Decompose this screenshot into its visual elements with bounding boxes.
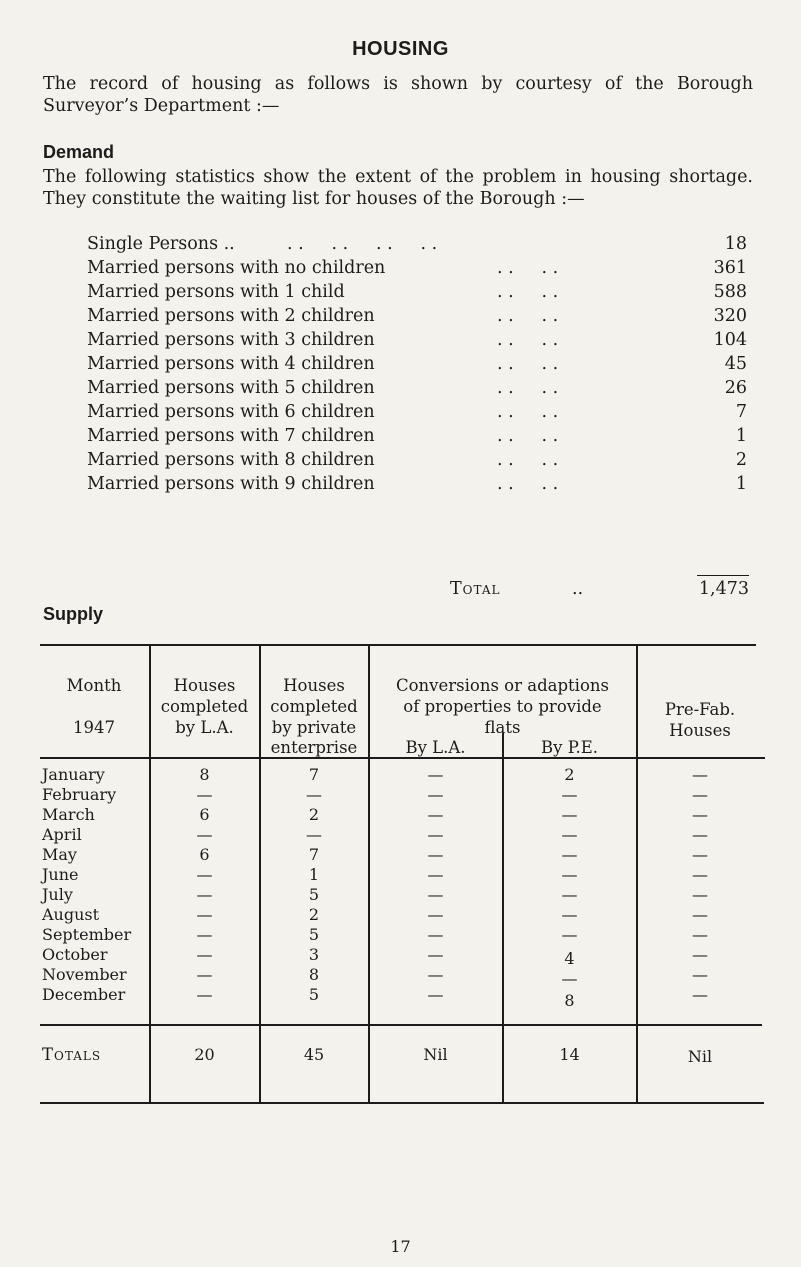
- totals-private: 45: [303, 1045, 325, 1064]
- totals-label: Totals: [42, 1045, 102, 1064]
- total-leader: ..: [572, 579, 584, 599]
- intro-paragraph: The record of housing as follows is shown by courtesy of the Borough Surveyor’s Department :—: [43, 74, 753, 116]
- row-conv-pe: —: [561, 805, 578, 824]
- page-heading: HOUSING: [352, 38, 449, 60]
- row-conv-la: —: [427, 965, 444, 984]
- row-private: 8: [308, 965, 320, 984]
- header-year: 1947: [73, 718, 115, 737]
- demand-row-label: Married persons with 4 children: [87, 354, 375, 374]
- row-month: September: [42, 925, 132, 944]
- table-bottom-rule: [40, 1102, 764, 1104]
- row-conv-pe: —: [561, 925, 578, 944]
- row-conv-la: —: [427, 805, 444, 824]
- row-private: 5: [308, 925, 320, 944]
- row-conv-pe: —: [561, 905, 578, 924]
- demand-row: [87, 354, 747, 377]
- demand-row-label: Single Persons ..: [87, 234, 235, 254]
- demand-row-label: Married persons with no children: [87, 258, 386, 278]
- demand-row-value: 1: [735, 426, 747, 446]
- demand-row-value: 2: [735, 450, 747, 470]
- header-prefab-line: Houses: [669, 721, 731, 740]
- table-top-rule: [40, 644, 756, 646]
- row-month: August: [42, 905, 100, 924]
- demand-row-value: 361: [713, 258, 747, 278]
- demand-row-label: Married persons with 9 children: [87, 474, 375, 494]
- row-conv-la: —: [427, 985, 444, 1004]
- header-private-line: Houses: [283, 676, 345, 695]
- header-la-line: completed: [160, 697, 249, 716]
- demand-row-label: Married persons with 6 children: [87, 402, 375, 422]
- row-prefab: —: [692, 765, 708, 784]
- total-label: Total: [450, 579, 501, 599]
- header-private-line: completed: [270, 697, 358, 716]
- demand-row-leader: . . . .: [497, 258, 559, 278]
- row-private: 1: [308, 865, 320, 884]
- row-month: May: [42, 845, 77, 864]
- header-conversions-by-la: By L.A.: [405, 738, 466, 757]
- demand-row: [87, 474, 747, 497]
- demand-row-leader: . . . .: [497, 330, 559, 350]
- row-prefab: —: [692, 985, 708, 1004]
- row-prefab: —: [692, 805, 708, 824]
- row-conv-pe: —: [561, 969, 578, 988]
- row-prefab: —: [692, 965, 708, 984]
- demand-row-leader: . . . . . . . .: [287, 234, 438, 254]
- header-conversions-line: flats: [484, 718, 521, 737]
- demand-row-leader: . . . .: [497, 378, 559, 398]
- row-month: June: [42, 865, 79, 884]
- row-conv-pe: —: [561, 825, 578, 844]
- demand-row-label: Married persons with 3 children: [87, 330, 375, 350]
- row-la: —: [196, 825, 213, 844]
- header-private-line: by private: [271, 718, 357, 737]
- row-la: —: [196, 905, 213, 924]
- row-conv-la: —: [427, 905, 444, 924]
- row-la: —: [196, 985, 213, 1004]
- row-month: February: [42, 785, 117, 804]
- row-conv-pe: —: [561, 865, 578, 884]
- row-la: 6: [199, 805, 210, 824]
- row-prefab: —: [692, 785, 708, 804]
- row-conv-la: —: [427, 945, 444, 964]
- row-conv-pe: 4: [564, 949, 575, 968]
- demand-row: [87, 234, 747, 257]
- row-conv-la: —: [427, 925, 444, 944]
- demand-row-label: Married persons with 2 children: [87, 306, 375, 326]
- supply-heading: Supply: [43, 604, 104, 624]
- demand-row-leader: . . . .: [497, 450, 559, 470]
- row-la: 8: [199, 765, 210, 784]
- row-month: October: [42, 945, 108, 964]
- demand-row: [87, 330, 747, 353]
- row-private: 2: [308, 805, 320, 824]
- demand-row-value: 7: [735, 402, 747, 422]
- demand-heading: Demand: [43, 142, 115, 162]
- row-private: —: [306, 825, 322, 844]
- demand-row-value: 588: [713, 282, 747, 302]
- header-la-line: by L.A.: [175, 718, 234, 737]
- row-la: —: [196, 885, 213, 904]
- row-prefab: —: [692, 865, 708, 884]
- row-month: January: [42, 765, 105, 784]
- header-conversions-line: Conversions or adaptions: [396, 676, 609, 695]
- header-month: Month: [66, 676, 122, 695]
- row-private: 2: [308, 905, 320, 924]
- demand-row-leader: . . . .: [497, 426, 559, 446]
- demand-row: [87, 378, 747, 401]
- row-month: April: [42, 825, 82, 844]
- page-number: 17: [390, 1237, 411, 1256]
- demand-row: [87, 306, 747, 329]
- row-month: December: [42, 985, 126, 1004]
- demand-row-label: Married persons with 1 child: [87, 282, 345, 302]
- row-prefab: —: [692, 845, 708, 864]
- demand-row-value: 320: [713, 306, 747, 326]
- demand-row-leader: . . . .: [497, 306, 559, 326]
- header-la-line: Houses: [173, 676, 236, 695]
- row-prefab: —: [692, 825, 708, 844]
- demand-row-label: Married persons with 5 children: [87, 378, 375, 398]
- row-la: —: [196, 865, 213, 884]
- row-la: —: [196, 925, 213, 944]
- row-conv-pe: 8: [564, 991, 575, 1010]
- row-prefab: —: [692, 905, 708, 924]
- row-prefab: —: [692, 885, 708, 904]
- demand-row-value: 104: [713, 330, 747, 350]
- row-la: 6: [199, 845, 210, 864]
- row-month: March: [42, 805, 95, 824]
- row-private: 7: [308, 765, 320, 784]
- totals-conv-pe: 14: [559, 1045, 580, 1064]
- row-conv-la: —: [427, 785, 444, 804]
- header-conversions-line: of properties to provide: [403, 697, 602, 716]
- demand-row-label: Married persons with 7 children: [87, 426, 375, 446]
- row-prefab: —: [692, 945, 708, 964]
- header-prefab-line: Pre-Fab.: [664, 700, 736, 719]
- row-conv-la: —: [427, 845, 444, 864]
- row-month: July: [42, 885, 73, 904]
- demand-row-value: 18: [724, 234, 747, 254]
- row-conv-la: —: [427, 825, 444, 844]
- totals-conv-la: Nil: [423, 1045, 448, 1064]
- row-conv-la: —: [427, 865, 444, 884]
- demand-row: [87, 258, 747, 281]
- row-month: November: [42, 965, 127, 984]
- row-la: —: [196, 945, 213, 964]
- row-conv-pe: —: [561, 845, 578, 864]
- demand-row-leader: . . . .: [497, 402, 559, 422]
- demand-row: [87, 450, 747, 473]
- row-private: 3: [308, 945, 320, 964]
- row-private: —: [306, 785, 322, 804]
- row-la: —: [196, 965, 213, 984]
- header-private-line: enterprise: [270, 738, 358, 757]
- row-conv-la: —: [427, 765, 444, 784]
- row-private: 5: [308, 985, 320, 1004]
- row-prefab: —: [692, 925, 708, 944]
- demand-row-leader: . . . .: [497, 354, 559, 374]
- header-conversions-by-pe: By P.E.: [541, 738, 598, 757]
- row-la: —: [196, 785, 213, 804]
- row-conv-la: —: [427, 885, 444, 904]
- demand-row-value: 26: [724, 378, 747, 398]
- totals-prefab: Nil: [687, 1047, 713, 1066]
- total-rule: [697, 575, 749, 576]
- demand-row-label: Married persons with 8 children: [87, 450, 375, 470]
- row-conv-pe: —: [561, 785, 578, 804]
- demand-row: [87, 426, 747, 449]
- row-private: 7: [308, 845, 320, 864]
- row-private: 5: [308, 885, 320, 904]
- demand-row-leader: . . . .: [497, 474, 559, 494]
- demand-row-value: 45: [724, 354, 747, 374]
- total-value: 1,473: [698, 579, 749, 599]
- demand-paragraph: The following statistics show the extent of the problem in housing shortage. They constitute the waiting list for houses of the Borough :—: [43, 167, 753, 209]
- demand-row: [87, 282, 747, 305]
- row-conv-pe: 2: [564, 765, 575, 784]
- demand-row: [87, 402, 747, 425]
- row-conv-pe: —: [561, 885, 578, 904]
- demand-row-value: 1: [735, 474, 747, 494]
- demand-row-leader: . . . .: [497, 282, 559, 302]
- totals-la: 20: [194, 1045, 215, 1064]
